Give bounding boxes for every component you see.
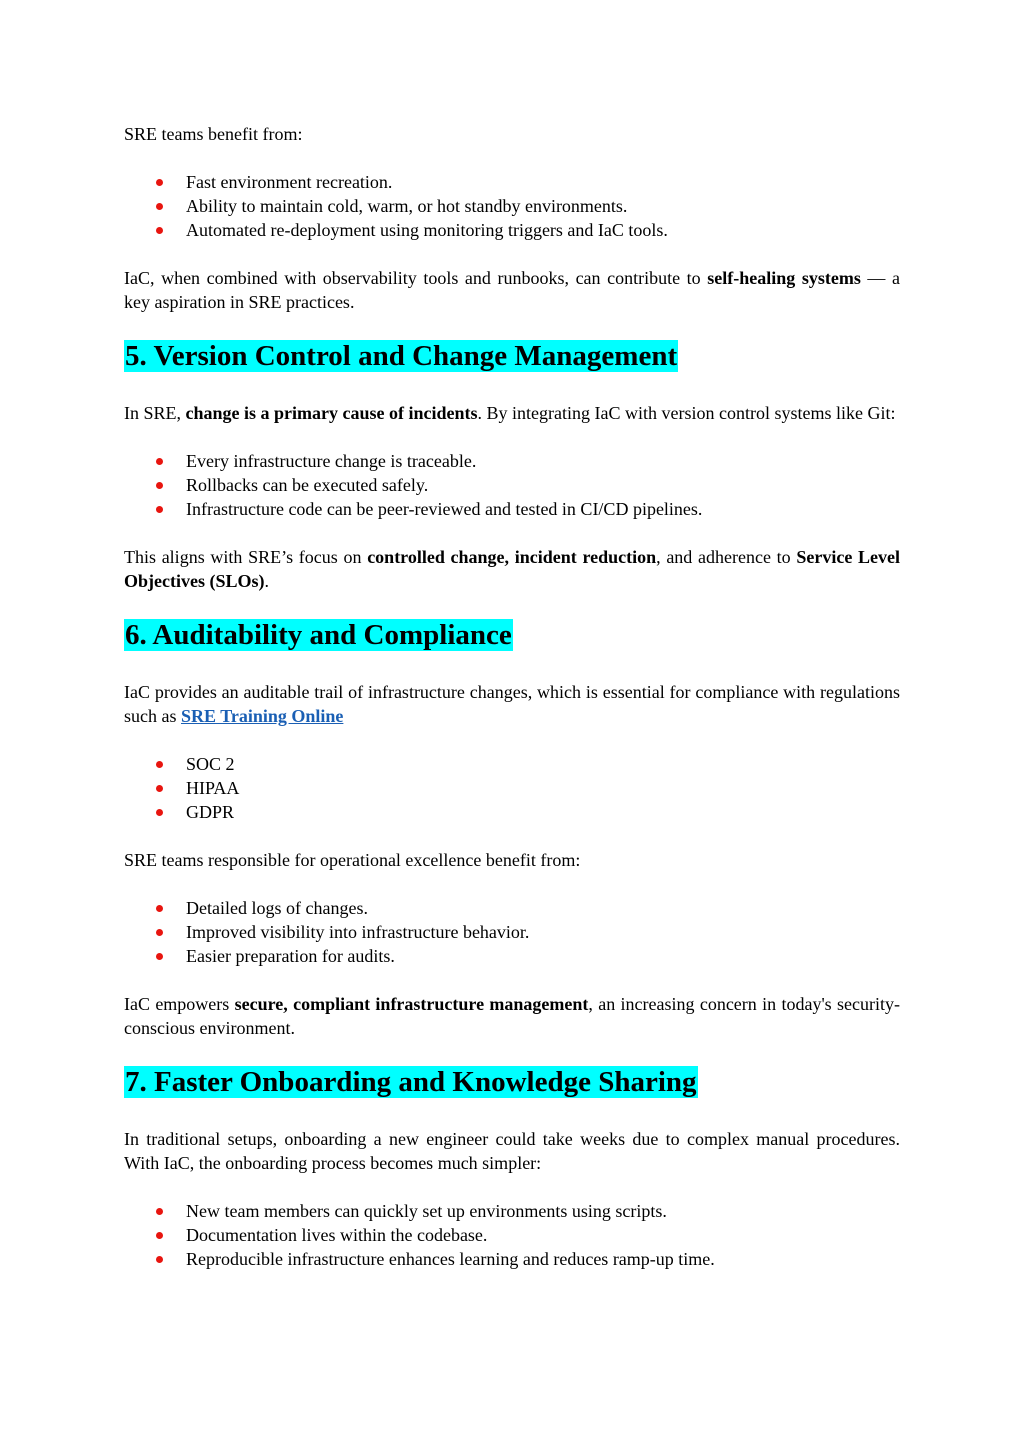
- list-item: Easier preparation for audits.: [124, 944, 900, 968]
- list-item: Infrastructure code can be peer-reviewed and tested in CI/CD pipelines.: [124, 497, 900, 521]
- bullet-icon: [156, 1208, 163, 1215]
- section-5-bullet-list: [124, 449, 900, 521]
- bullet-icon: [156, 506, 163, 513]
- regulations-list: [124, 752, 900, 824]
- bullet-icon: [156, 482, 163, 489]
- section-5-closing-paragraph: This aligns with SRE’s focus on controlled change, incident reduction, and adherence to Service Level Objectives (SLOs).: [124, 547, 900, 591]
- list-item: GDPR: [124, 800, 900, 824]
- bullet-icon: [156, 1232, 163, 1239]
- list-item: Detailed logs of changes.: [124, 896, 900, 920]
- document-page: [124, 122, 900, 1271]
- sre-training-online-link[interactable]: SRE Training Online: [181, 706, 344, 726]
- list-item: Automated re-deployment using monitoring triggers and IaC tools.: [124, 218, 900, 242]
- intro-bullet-list: [124, 170, 900, 242]
- bullet-icon: [156, 785, 163, 792]
- list-item: Improved visibility into infrastructure behavior.: [124, 920, 900, 944]
- bullet-icon: [156, 809, 163, 816]
- section-7-intro-paragraph: In traditional setups, onboarding a new engineer could take weeks due to complex manual procedures. With IaC, the onboarding process becomes much simpler:: [124, 1129, 900, 1173]
- list-item: Documentation lives within the codebase.: [124, 1223, 900, 1247]
- list-item: Rollbacks can be executed safely.: [124, 473, 900, 497]
- bullet-icon: [156, 458, 163, 465]
- list-item: Ability to maintain cold, warm, or hot standby environments.: [124, 194, 900, 218]
- list-item: HIPAA: [124, 776, 900, 800]
- bullet-icon: [156, 761, 163, 768]
- list-item: New team members can quickly set up environments using scripts.: [124, 1199, 900, 1223]
- section-6-closing-paragraph: IaC empowers secure, compliant infrastructure management, an increasing concern in today's security-conscious environment.: [124, 994, 900, 1038]
- list-item: Reproducible infrastructure enhances learning and reduces ramp-up time.: [124, 1247, 900, 1271]
- intro-lead: SRE teams benefit from:: [124, 124, 303, 144]
- bullet-icon: [156, 905, 163, 912]
- bullet-icon: [156, 227, 163, 234]
- section-6-bullet-list: [124, 896, 900, 968]
- bullet-icon: [156, 1256, 163, 1263]
- section-7-bullet-list: [124, 1199, 900, 1271]
- section-7-heading: 7. Faster Onboarding and Knowledge Sharing: [125, 1066, 697, 1098]
- section-6-heading: 6. Auditability and Compliance: [125, 619, 512, 651]
- section-6-lead-paragraph: SRE teams responsible for operational excellence benefit from:: [124, 850, 581, 870]
- section-6-intro-paragraph: IaC provides an auditable trail of infrastructure changes, which is essential for compliance with regulations such as SRE Training Online: [124, 682, 900, 726]
- bullet-icon: [156, 929, 163, 936]
- bullet-icon: [156, 953, 163, 960]
- bullet-icon: [156, 203, 163, 210]
- section-5-intro-paragraph: In SRE, change is a primary cause of incidents. By integrating IaC with version control systems like Git:: [124, 403, 896, 423]
- bullet-icon: [156, 179, 163, 186]
- intro-closing-paragraph: IaC, when combined with observability tools and runbooks, can contribute to self-healing systems — a key aspiration in SRE practices.: [124, 268, 900, 312]
- list-item: Fast environment recreation.: [124, 170, 900, 194]
- section-5-heading: 5. Version Control and Change Management: [125, 340, 678, 372]
- list-item: SOC 2: [124, 752, 900, 776]
- list-item: Every infrastructure change is traceable.: [124, 449, 900, 473]
